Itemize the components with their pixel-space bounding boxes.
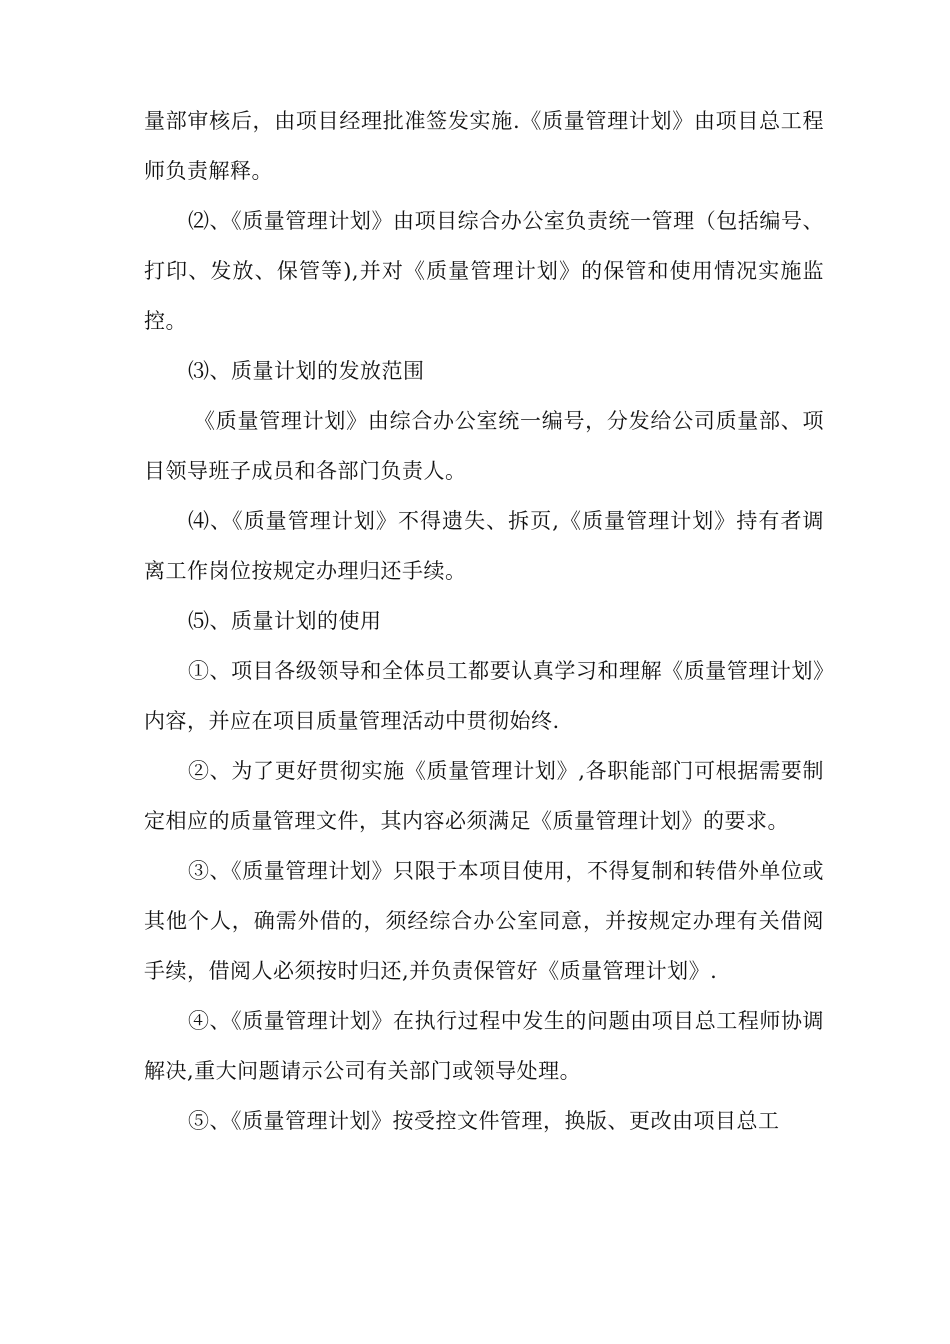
paragraph-continuation: 量部审核后，由项目经理批准签发实施.《质量管理计划》由项目总工程师负责解释。: [144, 109, 824, 183]
paragraph-item-2: ⑵、《质量管理计划》由项目综合办公室负责统一管理（包括编号、打印、发放、保管等),并对《质量管理计划》的保管和使用情况实施监控。: [144, 209, 824, 333]
paragraph-usage-2: ②、为了更好贯彻实施《质量管理计划》,各职能部门可根据需要制定相应的质量管理文件，其内容必须满足《质量管理计划》的要求。: [144, 759, 824, 833]
paragraph-usage-5: ⑤、《质量管理计划》按受控文件管理，换版、更改由项目总工: [188, 1109, 780, 1133]
paragraph-usage-1: ①、项目各级领导和全体员工都要认真学习和理解《质量管理计划》内容，并应在项目质量管理活动中贯彻始终.: [144, 659, 824, 733]
paragraph-distribution-scope: 《质量管理计划》由综合办公室统一编号，分发给公司质量部、项目领导班子成员和各部门负责人。: [144, 409, 824, 483]
paragraph-item-3-heading: ⑶、质量计划的发放范围: [188, 359, 425, 383]
paragraph-usage-3: ③、《质量管理计划》只限于本项目使用，不得复制和转借外单位或其他个人，确需外借的，须经综合办公室同意，并按规定办理有关借阅手续，借阅人必须按时归还,并负责保管好《质量管理计划》.: [144, 859, 824, 983]
paragraph-usage-4: ④、《质量管理计划》在执行过程中发生的问题由项目总工程师协调解决,重大问题请示公司有关部门或领导处理。: [144, 1009, 824, 1083]
paragraph-item-4: ⑷、《质量管理计划》不得遗失、拆页,《质量管理计划》持有者调离工作岗位按规定办理归还手续。: [144, 509, 824, 583]
paragraph-item-5-heading: ⑸、质量计划的使用: [188, 609, 382, 633]
document-body: [144, 96, 824, 1146]
